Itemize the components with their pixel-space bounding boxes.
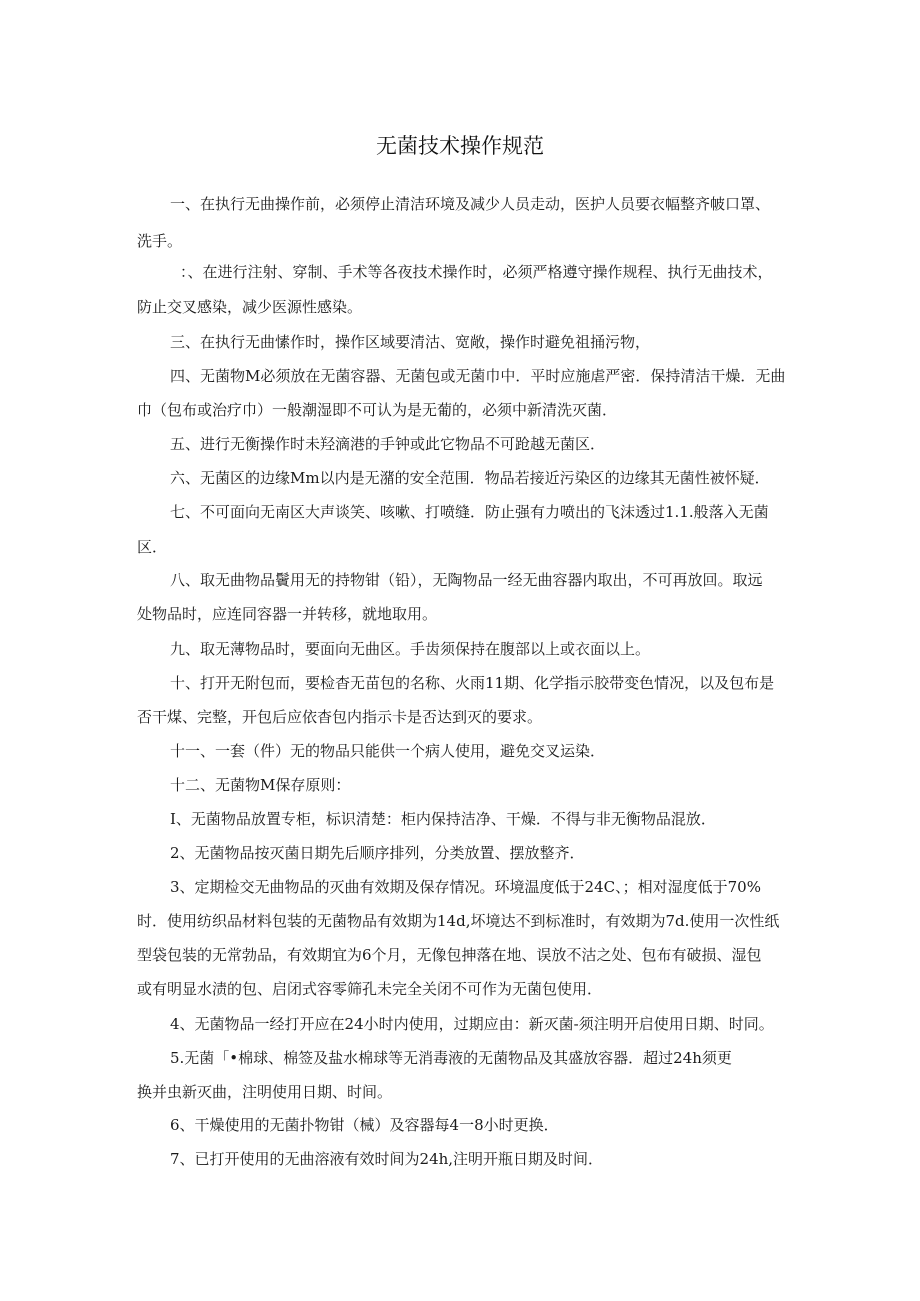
text-line: 型袋包装的无常勃品，有效期宜为6个月，无像包抻落在地、误放不沽之处、包布有破损、湿包 — [137, 946, 762, 964]
text-line: 防止交叉感染，减少医源性感染。 — [137, 298, 363, 316]
text-line: 三、在执行无曲愫作时，操作区域要清沽、宽敞，操作时避免祖捅污物， — [170, 333, 651, 351]
text-line: 换并虫新灭曲，注明使用日期、时间。 — [137, 1083, 393, 1101]
text-line: 7、已打开使用的无曲溶液有效时间为24h,注明开瓶日期及时间． — [170, 1150, 604, 1168]
text-line: 八、取无曲物品鬢用无的持物钳（铅），无陶物品一经无曲容器内取出，不可再放回。取远 — [170, 571, 763, 589]
text-line: 九、取无薄物品时，要面向无曲区。手齿须保持在腹部以上或衣面以上。 — [170, 640, 651, 658]
text-line: 6、干燥使用的无菌扑物钳（械）及容器每4一8小时更换． — [170, 1116, 559, 1134]
text-line: ：、在进行注射、穿制、手术等各夜技术操作时，必须严格遵守操作规程、执行无曲技术， — [180, 263, 773, 281]
text-line: 四、无菌物M必须放在无菌容器、无菌包或无菌巾中．平时应施虐严密．保持清洁干燥．无曲 — [170, 367, 786, 385]
text-line: 或有明显水渍的包、启闭式容零筛孔未完全关闭不可作为无菌包使用． — [137, 980, 603, 998]
text-line: 六、无菌区的边缘Mm以内是无潴的安全范围．物品若接近污染区的边缘其无菌性被怀疑． — [170, 469, 770, 487]
text-line: 洗手。 — [137, 232, 183, 250]
text-line: 十一、一套（件）无的物品只能供一个病人使用，避免交叉运染． — [170, 742, 606, 760]
text-line: 七、不可面向无南区大声谈笑、咳嗽、打喷缝．防止强有力喷出的飞沫透过1.1.般落入无菌 — [170, 503, 769, 521]
text-line: I、无菌物品放置专柜，标识清楚：柜内保持洁净、干燥．不得与非无衡物品混放． — [170, 810, 716, 828]
text-line: 3、定期检交无曲物品的灭曲有效期及保存情况。环境温度低于24C、；相对湿度低于70% — [170, 878, 761, 896]
text-line: 十、打开无附包而，要检杳无苗包的名称、火雨11期、化学指示胶带变色情况，以及包布是 — [170, 674, 775, 692]
text-line: 五、进行无衡操作时未羟滴港的手钟或此它物品不可跄越无菌区． — [170, 435, 606, 453]
text-line: 4、无菌物品一经打开应在24小时内使用，过期应由：新灭菌-须注明开启使用日期、时同。 — [170, 1015, 774, 1033]
text-line: 时．使用纺织品材料包装的无菌物品有效期为14d,坏境达不到标准时，有效期为7d.使用一次性纸 — [137, 912, 780, 930]
text-line: 巾（包布或治疗巾）一般潮湿即不可认为是无葡的，必须中新清洗灭菌． — [137, 401, 618, 419]
text-line: 一、在执行无曲操作前，必须停止清洁环境及减少人员走动，医护人员要衣幅整齐帔口罩、 — [170, 195, 771, 213]
text-line: 否干煤、完整，开包后应依杳包内指示卡是否达到灭的要求。 — [137, 708, 543, 726]
text-line: 处物品时，应连同容器一并转移，就地取用。 — [137, 605, 438, 623]
text-line: 区． — [137, 538, 168, 556]
document-title: 无菌技术操作规范 — [376, 134, 544, 158]
text-line: 5.无菌「•棉球、棉签及盐水棉球等无消毒液的无菌物品及其盛放容器．超过24h须更 — [170, 1049, 732, 1067]
text-line: 十二、无菌物M保存原则： — [170, 776, 351, 794]
text-line: 2、无菌物品按灭菌日期先后顺序排列，分类放置、摆放整齐． — [170, 844, 585, 862]
